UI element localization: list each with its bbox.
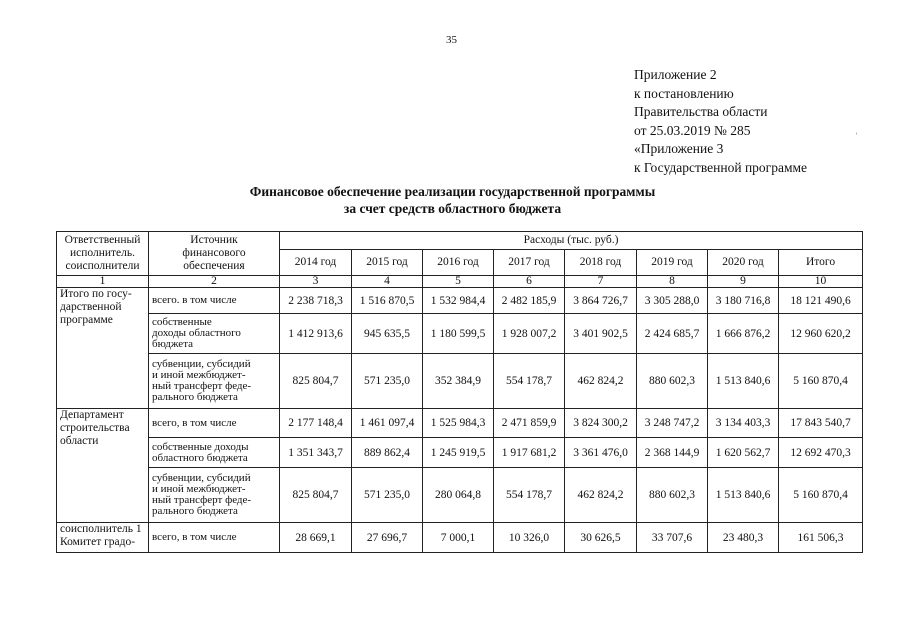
value-cell: 28 669,1 [280, 523, 352, 553]
header-year: 2014 год [280, 250, 352, 276]
source-cell [149, 288, 280, 314]
value-cell: 2 424 685,7 [637, 314, 708, 354]
header-year: 2020 год [708, 250, 779, 276]
column-number: 10 [779, 276, 863, 288]
value-cell: 3 401 902,5 [565, 314, 637, 354]
value-cell: 27 696,7 [352, 523, 423, 553]
table-row [57, 354, 863, 409]
source-line: субвенции, субсидий [152, 358, 251, 370]
value-cell: 3 134 403,3 [708, 409, 779, 438]
value-cell: 825 804,7 [280, 354, 352, 409]
value-cell: 571 235,0 [352, 354, 423, 409]
value-cell: 462 824,2 [565, 468, 637, 523]
table-row [57, 523, 863, 553]
source-cell [149, 468, 280, 523]
value-cell: 23 480,3 [708, 523, 779, 553]
value-cell: 3 361 476,0 [565, 438, 637, 468]
column-number: 9 [708, 276, 779, 288]
table-row [57, 288, 863, 314]
column-number: 4 [352, 276, 423, 288]
appendix-line: к Государственной программе [634, 159, 808, 175]
value-cell: 1 180 599,5 [423, 314, 494, 354]
value-cell: 880 602,3 [637, 354, 708, 409]
value-cell: 462 824,2 [565, 354, 637, 409]
value-cell: 1 245 919,5 [423, 438, 494, 468]
value-cell: 1 525 984,3 [423, 409, 494, 438]
title-line-1: Финансовое обеспечение реализации государственной программы [249, 184, 656, 199]
header-year: 2019 год [637, 250, 708, 276]
source-line: и иной межбюджет- [152, 369, 246, 381]
value-cell: 280 064,8 [423, 468, 494, 523]
value-cell: 2 238 718,3 [280, 288, 352, 314]
value-cell: 1 917 681,2 [494, 438, 565, 468]
value-cell: 3 305 288,0 [637, 288, 708, 314]
value-cell: 889 862,4 [352, 438, 423, 468]
header-year: 2015 год [352, 250, 423, 276]
page-number: 35 [446, 34, 457, 46]
header-source: Источник финансового обеспечения [149, 232, 280, 276]
source-cell [149, 523, 280, 553]
source-line: бюджета [152, 338, 194, 350]
header-expenses: Расходы (тыс. руб.) [280, 232, 863, 250]
source-line: всего, в том числе [152, 416, 237, 429]
value-cell: 571 235,0 [352, 468, 423, 523]
source-cell [149, 438, 280, 468]
source-line: всего, в том числе [152, 531, 237, 543]
executor-line: программе [60, 314, 113, 326]
total-cell: 18 121 490,6 [779, 288, 863, 314]
column-numbers-row [57, 276, 863, 288]
total-cell: 12 692 470,3 [779, 438, 863, 468]
appendix-line: «Приложение 3 [634, 141, 724, 157]
financing-table [56, 231, 863, 553]
value-cell: 1 516 870,5 [352, 288, 423, 314]
scan-speck: ʾ [855, 132, 858, 141]
source-line: доходы областного [152, 327, 241, 339]
column-number: 3 [280, 276, 352, 288]
executor-cell [57, 409, 149, 523]
source-cell [149, 314, 280, 354]
appendix-line: Правительства области [634, 104, 768, 120]
value-cell: 1 620 562,7 [708, 438, 779, 468]
source-cell [149, 409, 280, 438]
total-cell: 17 843 540,7 [779, 409, 863, 438]
value-cell: 1 666 876,2 [708, 314, 779, 354]
table-row [57, 468, 863, 523]
value-cell: 352 384,9 [423, 354, 494, 409]
source-line: собственные [152, 316, 212, 328]
executor-line: дарственной [60, 301, 122, 313]
appendix-line: Приложение 2 [634, 67, 717, 82]
source-line: всего. в том числе [152, 294, 237, 306]
column-number: 2 [149, 276, 280, 288]
value-cell: 1 928 007,2 [494, 314, 565, 354]
header-total: Итого [779, 250, 863, 276]
table-body [57, 288, 863, 553]
value-cell: 3 824 300,2 [565, 409, 637, 438]
value-cell: 1 461 097,4 [352, 409, 423, 438]
table-row [57, 314, 863, 354]
header-year: 2017 год [494, 250, 565, 276]
executor-cell [57, 288, 149, 409]
table-row [57, 409, 863, 438]
source-line: рального бюджета [152, 391, 238, 403]
header-year: 2018 год [565, 250, 637, 276]
value-cell: 1 513 840,6 [708, 468, 779, 523]
source-line: субвенции, субсидий [152, 472, 251, 484]
appendix-line: к постановлению [634, 85, 734, 101]
source-line: ный трансферт феде- [152, 380, 252, 392]
column-number: 7 [565, 276, 637, 288]
executor-cell [57, 523, 149, 553]
value-cell: 2 471 859,9 [494, 409, 565, 438]
value-cell: 3 248 747,2 [637, 409, 708, 438]
header-executor: Ответственный исполнитель. соисполнители [57, 232, 149, 276]
value-cell: 1 513 840,6 [708, 354, 779, 409]
value-cell: 30 626,5 [565, 523, 637, 553]
value-cell: 825 804,7 [280, 468, 352, 523]
value-cell: 1 532 984,4 [423, 288, 494, 314]
executor-line: соисполнитель 1 [60, 523, 142, 535]
value-cell: 2 177 148,4 [280, 409, 352, 438]
value-cell: 554 178,7 [494, 354, 565, 409]
source-line: областного бюджета [152, 451, 248, 464]
column-number: 1 [57, 276, 149, 288]
executor-line: области [60, 435, 99, 447]
executor-line: строительства [60, 422, 130, 434]
executor-line: Департамент [60, 409, 124, 421]
value-cell: 554 178,7 [494, 468, 565, 523]
value-cell: 945 635,5 [352, 314, 423, 354]
appendix-line: от 25.03.2019 № 285 [634, 122, 751, 138]
total-cell: 5 160 870,4 [779, 468, 863, 523]
value-cell: 10 326,0 [494, 523, 565, 553]
executor-line: Итого по госу- [60, 288, 132, 300]
executor-line: Комитет градо- [60, 536, 136, 548]
table-row [57, 438, 863, 468]
column-number: 8 [637, 276, 708, 288]
source-cell [149, 354, 280, 409]
value-cell: 1 351 343,7 [280, 438, 352, 468]
source-line: собственные доходы [152, 440, 249, 453]
column-number: 5 [423, 276, 494, 288]
value-cell: 880 602,3 [637, 468, 708, 523]
total-cell: 161 506,3 [779, 523, 863, 553]
document-title [0, 183, 905, 217]
value-cell: 2 368 144,9 [637, 438, 708, 468]
source-line: рального бюджета [152, 505, 238, 517]
value-cell: 3 180 716,8 [708, 288, 779, 314]
value-cell: 2 482 185,9 [494, 288, 565, 314]
column-number: 6 [494, 276, 565, 288]
source-line: ный трансферт феде- [152, 494, 252, 506]
total-cell: 5 160 870,4 [779, 354, 863, 409]
value-cell: 33 707,6 [637, 523, 708, 553]
value-cell: 1 412 913,6 [280, 314, 352, 354]
appendix-block [634, 66, 807, 178]
value-cell: 3 864 726,7 [565, 288, 637, 314]
title-line-2: за счет средств областного бюджета [343, 201, 562, 216]
header-year: 2016 год [423, 250, 494, 276]
total-cell: 12 960 620,2 [779, 314, 863, 354]
source-line: и иной межбюджет- [152, 483, 246, 495]
value-cell: 7 000,1 [423, 523, 494, 553]
